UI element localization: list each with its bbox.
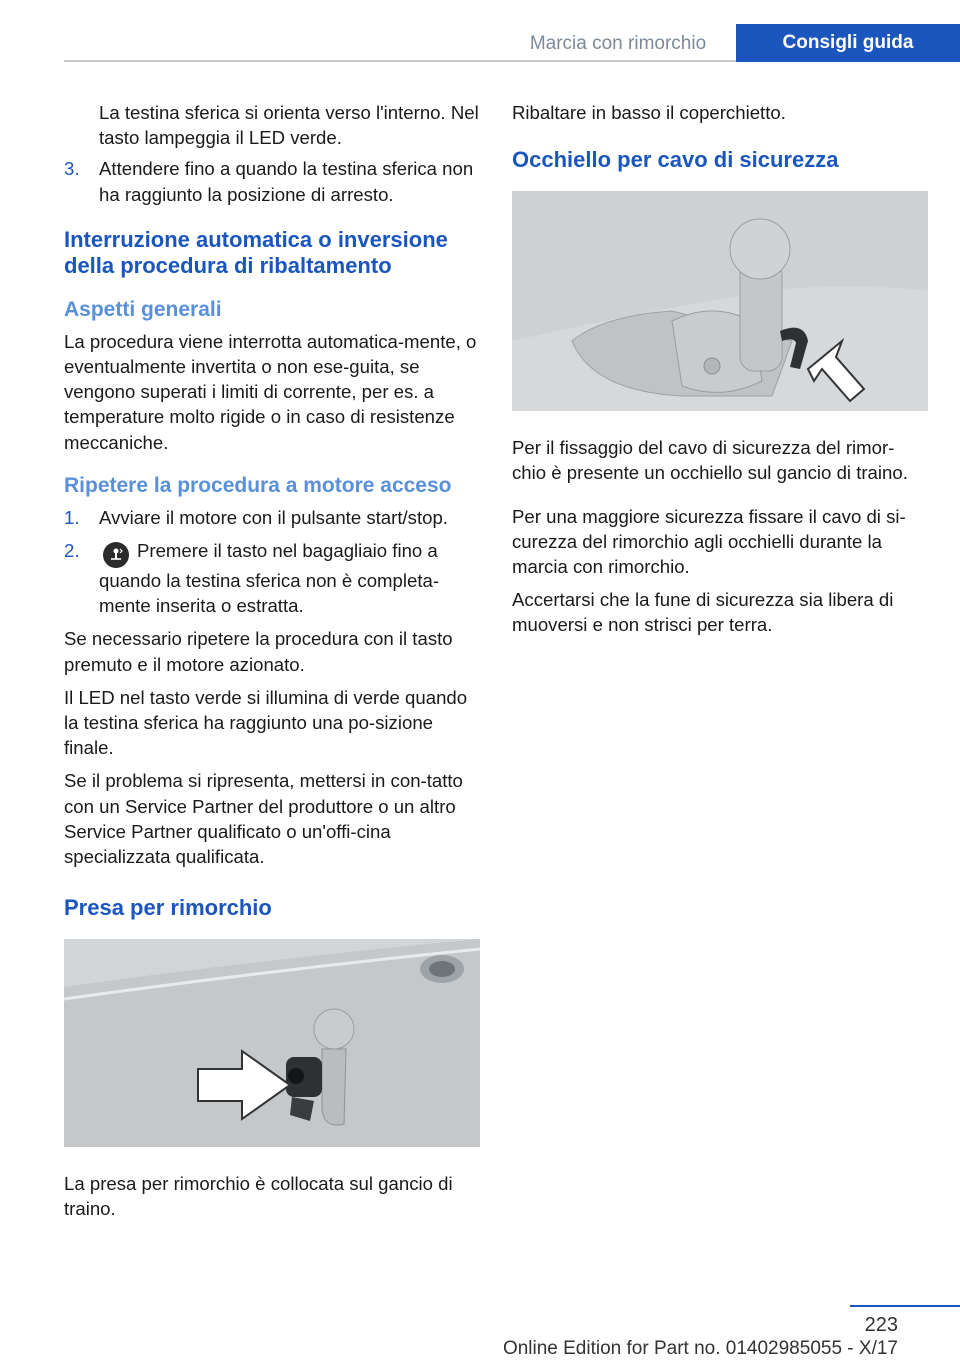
heading-automatic-interruption: Interruzione automatica o inversione della procedura di ribaltamento [64, 226, 448, 278]
header-chapter-tab: Consigli guida [736, 24, 960, 62]
step-text: Attendere fino a quando la testina sferica non ha raggiunto la posizione di arresto. [99, 158, 474, 205]
paragraph-led-green: Il LED nel tasto verde si illumina di verde quando la testina sferica ha raggiunto una po-sizione finale. [64, 686, 468, 759]
heading-trailer-socket: Presa per rimorchio [64, 895, 272, 921]
left-column [64, 100, 480, 1230]
step-number: 3. [64, 158, 80, 180]
paragraph-service-partner: Se il problema si ripresenta, mettersi in con-tatto con un Service Partner del produttore o un altro Service Partner qualificato o un'offi-cina specializzata qualificata. [64, 770, 463, 868]
edition-note: Online Edition for Part no. 01402985055 - X/17 [502, 1338, 898, 1359]
eye-paragraph-1: Per il fissaggio del cavo di sicurezza del rimor-chio è presente un occhiello sul gancio di traino. [512, 437, 908, 484]
socket-location-text: La presa per rimorchio è collocata sul gancio di traino. [64, 1173, 453, 1220]
step-text: Avviare il motore con il pulsante start/stop. [99, 506, 448, 528]
repeat-step-2 [64, 538, 480, 618]
cover-instruction: Ribaltare in basso il coperchietto. [512, 102, 786, 123]
step-text: Premere il tasto nel bagagliaio fino a quando la testina sferica non è completa-mente inserita o estratta. [99, 540, 440, 617]
step-item-3 [64, 156, 480, 206]
eye-paragraph-3: Accertarsi che la fune di sicurezza sia libera di muoversi e non strisci per terra. [512, 589, 894, 636]
eye-paragraph-2: Per una maggiore sicurezza fissare il cavo di si-curezza del rimorchio agli occhielli durante la marcia con rimorchio. [512, 505, 906, 578]
repeat-step-1 [64, 505, 480, 530]
step-text-with-icon [99, 538, 480, 618]
step-number: 2. [64, 540, 80, 562]
general-paragraph: La procedura viene interrotta automatica-mente, o eventualmente invertita o non ese-guita, se vengono superati i limiti di corrente, per es. a temperature molto rigide o in caso di resistenze meccaniche. [64, 330, 477, 453]
subheading-general: Aspetti generali [64, 297, 222, 321]
subheading-repeat-procedure: Ripetere la procedura a motore acceso [64, 473, 452, 497]
safety-cable-eye-illustration [512, 191, 928, 411]
trailer-socket-illustration [64, 939, 480, 1147]
paragraph-repeat-with-button: Se necessario ripetere la procedura con il tasto premuto e il motore azionato. [64, 628, 453, 675]
page-number: 223 [864, 1314, 898, 1336]
step-continuation: La testina sferica si orienta verso l'interno. Nel tasto lampeggia il LED verde. [99, 102, 479, 149]
tow-hitch-button-icon [103, 542, 129, 568]
right-column [512, 100, 928, 646]
heading-safety-cable-eye: Occhiello per cavo di sicurezza [512, 147, 839, 173]
footer-rule [850, 1305, 960, 1307]
header-section-title: Marcia con rimorchio [529, 33, 707, 54]
step-number: 1. [64, 506, 80, 528]
